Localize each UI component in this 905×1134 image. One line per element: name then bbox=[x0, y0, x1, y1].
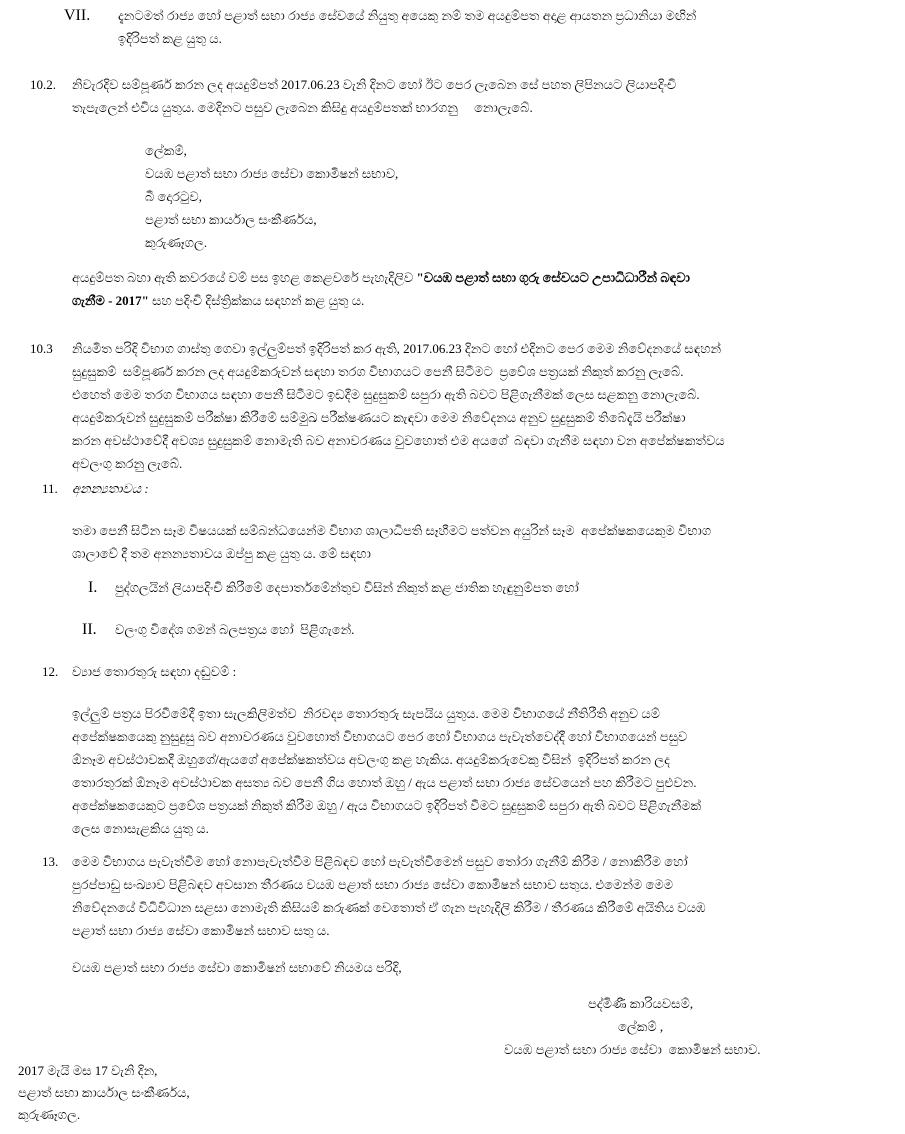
envelope-note-text-1: අයදුම්පත බහා ඇති කවරයේ වම් පස ඉහළ කෙළවරේ පැහැදිලිව bbox=[72, 270, 417, 285]
address-line-2: වයඹ පළාත් සභා රාජ්‍ය සේවා කොමිෂන් සභාව, bbox=[145, 166, 399, 181]
section-12-line-3: ඕනෑම අවස්ථාවකදී ඔහුගේ/ඇයගේ අපේක්ෂකත්වය අවලංගු කළ හැකිය. අයදුම්කරුවෙකු විසින් ඉදිරිපත් කරන ලද bbox=[72, 752, 670, 767]
section-10-2-text bbox=[72, 73, 887, 119]
section-10-3-line-1: නියමිත පරිදි විභාග ගාස්තු ගෙවා ඉල්ලුම්පත් ඉදිරිපත් කර ඇති, 2017.06.23 දිනට හෝ එදිනට පෙර මෙම නිවේදනයේ සඳහන් bbox=[72, 341, 722, 356]
list-item-ii bbox=[115, 618, 880, 641]
section-11-text bbox=[72, 519, 887, 565]
section-10-3-text bbox=[72, 337, 887, 475]
section-12-line-4: තොරතුරක් ඕනෑම අවස්ථාවක අසත්‍ය බව පෙනී ගිය හොත් ඔහු / ඇය පළාත් සභා රාජ්‍ය සේවයෙන් පහ කිරීමට පුළුවන. bbox=[72, 775, 697, 790]
list-item-i bbox=[115, 576, 880, 599]
list-item-ii-marker: II. bbox=[82, 621, 97, 638]
section-12-line-2: අපේක්ෂකයෙකු නුසුදුසු බව අනාවරණය වුවහොත් විභාගයට පෙර හෝ විභාගය පැවැත්වෙද්දී හෝ විභාගයෙන් පසුව bbox=[72, 729, 688, 744]
section-11-line-2: ශාලාවේ දී තම අනන්‍යතාවය ඔප්පු කළ යුතු ය. මේ සඳහා bbox=[72, 546, 371, 561]
section-13-line-3: නිවේදනයේ විධිවිධාන සළසා නොමැති කිසියම් කරුණක් වෙතොත් ඒ ගැන පැහැදිලි කිරීම / තීරණය කිරීමේ අයිතිය වයඹ bbox=[72, 900, 706, 915]
signatory-name bbox=[588, 992, 888, 1015]
section-10-2-number: 10.2. bbox=[30, 77, 56, 92]
item-vii-text bbox=[118, 4, 883, 50]
section-13-line-4: පළාත් සභා රාජ්‍ය සේවා කොමිෂන් සභාව සතු ය. bbox=[72, 923, 330, 938]
section-12-line-1: ඉල්ලුම් පත්‍රය පිරවීමේදී ඉතා සැලකිලිමත්ව නිරවද්‍ය තොරතුරු සැපයිය යුතුය. මෙම විභාගයේ නීතිරීති අනුව යම් bbox=[72, 706, 661, 721]
envelope-note bbox=[72, 266, 887, 312]
section-10-3-line-4: අයදුම්කරුවන් සුදුසුකම් පරීක්ෂා කිරීමේ සම්මුඛ පරීක්ෂණයට කැඳවා මෙම නිවේදනය අනුව සුදුසුකම් තිබේදැයි පරීක්ෂා bbox=[72, 410, 686, 425]
section-12-heading bbox=[72, 660, 572, 683]
envelope-note-text-2: සහ පදිංචි දිස්ත්‍රික්කය සඳහන් කළ යුතු ය. bbox=[148, 293, 365, 308]
list-item-i-text: පුද්ගලයින් ලියාපදිංචි කිරීමේ දෙපාර්තමේන්තුව විසින් නිකුත් කළ ජාතික හැඳුනුම්පත හෝ bbox=[115, 580, 579, 595]
signatory-office-text: වයඹ පළාත් සභා රාජ්‍ය සේවා කොමිෂන් සභාව. bbox=[504, 1042, 761, 1057]
item-vii-line-1: දැනටමත් රාජ්‍ය හෝ පළාත් සභා රාජ්‍ය සේවයේ නියුතු අයෙකු නම් තම අයදුම්පත අදාළ ආයතන ප්‍රධානියා මඟින් bbox=[118, 8, 697, 23]
section-11-line-1: තමා පෙනී සිටින සෑම විෂයයක් සම්බන්ධයෙන්ම විභාග ශාලාධිපති සෑහීමට පත්වන අයුරින් සෑම අපේක්ෂකයෙකුම විභාග bbox=[72, 523, 712, 538]
item-vii-marker: VII. bbox=[64, 7, 91, 24]
section-10-3-line-2: සුදුසුකම් සම්පූර්ණ කරන ලද අයදුම්කරුවන් සඳහා තරග විභාගයට පෙනී සිටීමට ප්‍රවේශ පත්‍රයක් නිකුත් කරනු ලැබේ. bbox=[72, 364, 684, 379]
signatory-title bbox=[618, 1015, 888, 1038]
section-10-3-line-3: එහෙත් මෙම තරග විභාගය සඳහා පෙනී සිටීමට ඉඩදීම සුදුසුකම් සපුරා ඇති බවට පිළිගැනීමක් ලෙස සළකනු නොලැබේ. bbox=[72, 387, 700, 402]
order-line-text: වයඹ පළාත් සභා රාජ්‍ය සේවා කොමිෂන් සභාවේ නියමය පරිදි, bbox=[72, 960, 402, 975]
section-10-3-number: 10.3 bbox=[30, 341, 53, 356]
section-10-3-line-5: කරන අවස්ථාවේදී අවශ්‍ය සුදුසුකම් නොමැති බව අනාවරණය වුවහොත් එම අයගේ බඳවා ගැනීම සඳහා වන අපේක්ෂකත්වය bbox=[72, 433, 725, 448]
order-line bbox=[72, 956, 887, 979]
section-11-number: 11. bbox=[42, 481, 58, 496]
section-11-heading bbox=[72, 477, 472, 500]
signatory-name-text: පද්මිණී කාරියවසම්, bbox=[588, 996, 694, 1011]
section-13-text bbox=[72, 850, 887, 942]
address-line-3: බී දොරටුව, bbox=[145, 189, 202, 204]
section-13-line-2: පුරප්පාඩු සංඛ්‍යාව පිළිබඳව අවසාන තීරණය වයඹ පළාත් සභා රාජ්‍ය සේවා කොමිෂන් සභාව සතුය. එමෙන්ම මෙම bbox=[72, 877, 674, 892]
section-12-heading-text: ව්‍යාජ තොරතුරු සඳහා දඬුවම් : bbox=[72, 664, 237, 679]
section-11-heading-text: අනන්‍යතාවය : bbox=[72, 481, 149, 496]
list-item-i-marker: I. bbox=[88, 579, 98, 596]
dateline bbox=[18, 1060, 438, 1126]
section-10-2-line-1: නිවැරදිව සම්පූර්ණ කරන ලද අයදුම්පත් 2017.06.23 වැනි දිනට හෝ ඊට පෙර ලැබෙන සේ පහත ලිපිනයට ලියාපදිංචි bbox=[72, 77, 677, 92]
envelope-note-bold-2: ගැනීම - 2017" bbox=[72, 293, 149, 308]
list-item-ii-text: වලංගු විදේශ ගමන් බලපත්‍රය හෝ පිළිගැනේ. bbox=[115, 622, 355, 637]
section-10-2-line-2: තැපැලෙන් එවිය යුතුය. මෙදිනට පසුව ලැබෙන කිසිදු අයදුම්පතක් භාරගනු නොලැබේ. bbox=[72, 100, 533, 115]
mailing-address bbox=[145, 139, 665, 254]
envelope-note-bold-1: "වයඹ පළාත් සභා ගුරු සේවයට උපාධිධාරීන් බඳවා bbox=[416, 270, 690, 285]
dateline-city: කුරුණෑගල. bbox=[18, 1107, 81, 1122]
section-13-line-1: මෙම විභාගය පැවැත්වීම හෝ නොපැවැත්වීම පිළිබඳව හෝ පැවැත්වීමෙන් පසුව තෝරා ගැනීම් කිරීම / නොකිරීම හෝ bbox=[72, 854, 688, 869]
dateline-date: 2017 මැයි මස 17 වැනි දින, bbox=[18, 1063, 158, 1078]
section-12-line-5: අපේක්ෂකයෙකුට ප්‍රවේශ පත්‍රයක් නිකුත් කිරීම ඔහු / ඇය විභාගයට ඉදිරිපත් වීමට සුදුසුකම් සපුරා ඇති බවට පිළිගැනීමක් bbox=[72, 798, 702, 813]
section-10-3-line-6: අවලංගු කරනු ලැබේ. bbox=[72, 456, 183, 471]
address-line-5: කුරුණෑගල. bbox=[145, 235, 208, 250]
section-12-line-6: ලෙස නොසැළකිය යුතු ය. bbox=[72, 821, 209, 836]
signatory-office bbox=[504, 1038, 894, 1061]
address-line-1: ලේකම්, bbox=[145, 143, 187, 158]
section-12-number: 12. bbox=[42, 664, 59, 679]
section-12-text bbox=[72, 702, 887, 840]
section-13-number: 13. bbox=[42, 854, 59, 869]
item-vii-line-2: ඉදිරිපත් කළ යුතු ය. bbox=[118, 31, 222, 46]
envelope-note-line-2 bbox=[72, 289, 887, 312]
signatory-title-text: ලේකම් , bbox=[618, 1019, 664, 1034]
dateline-place: පළාත් සභා කාර්යාල සංකීර්ණය, bbox=[18, 1085, 190, 1100]
envelope-note-line-1 bbox=[72, 266, 887, 289]
address-line-4: පළාත් සභා කාර්යාල සංකීර්ණය, bbox=[145, 212, 317, 227]
